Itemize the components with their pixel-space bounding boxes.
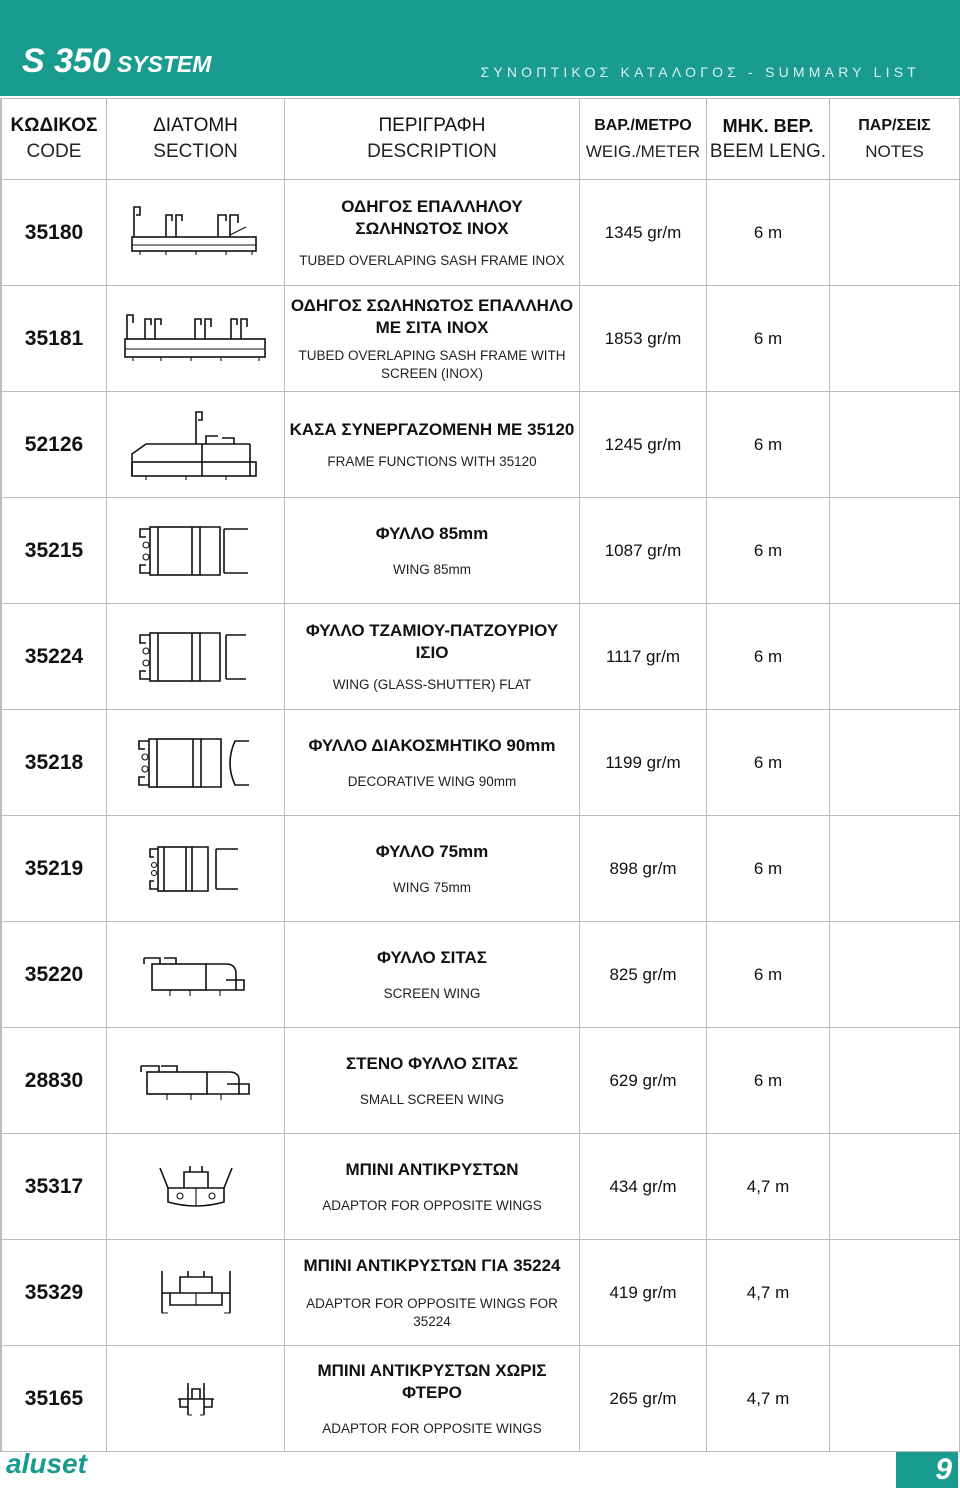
description-english: TUBED OVERLAPING SASH FRAME WITH SCREEN (INOX) — [298, 347, 566, 381]
description-english: WING (GLASS-SHUTTER) FLAT — [332, 676, 532, 692]
notes-cell — [830, 1240, 960, 1346]
weight-cell: 1853 gr/m — [580, 286, 707, 392]
column-weight-gr: ΒΑΡ./ΜΕΤΡΟ — [594, 117, 692, 134]
weight-cell: 419 gr/m — [580, 1240, 707, 1346]
column-code — [2, 99, 107, 180]
column-description-en: DESCRIPTION — [367, 141, 497, 162]
description-greek: ΦΥΛΛΟ 85mm — [375, 523, 489, 543]
column-code-gr: ΚΩΔΙΚΟΣ — [10, 115, 98, 136]
row-code: 35165 — [2, 1346, 107, 1452]
length-cell: 6 m — [707, 180, 830, 286]
description-cell — [285, 1240, 580, 1346]
page-number: 9 — [935, 1453, 952, 1486]
description-cell — [285, 392, 580, 498]
notes-cell — [830, 286, 960, 392]
section-cell — [107, 286, 285, 392]
weight-cell: 434 gr/m — [580, 1134, 707, 1240]
frame-profile-icon — [126, 408, 266, 482]
weight-cell: 1087 gr/m — [580, 498, 707, 604]
table-row — [2, 604, 960, 710]
description-english: FRAME FUNCTIONS WITH 35120 — [327, 453, 537, 469]
length-cell: 4,7 m — [707, 1346, 830, 1452]
row-code: 35224 — [2, 604, 107, 710]
description-cell — [285, 604, 580, 710]
column-notes-gr: ΠΑΡ/ΣΕΙΣ — [858, 117, 931, 134]
wing-profile-icon — [146, 843, 246, 895]
description-cell — [285, 922, 580, 1028]
row-code: 28830 — [2, 1028, 107, 1134]
section-cell — [107, 816, 285, 922]
notes-cell — [830, 1346, 960, 1452]
description-english: WING 85mm — [392, 561, 471, 577]
description-cell — [285, 1028, 580, 1134]
small-adaptor-profile-icon — [174, 1379, 218, 1419]
screen-wing-profile-icon — [137, 1058, 255, 1104]
section-cell — [107, 1346, 285, 1452]
description-english: TUBED OVERLAPING SASH FRAME INOX — [299, 252, 565, 268]
row-code: 35181 — [2, 286, 107, 392]
weight-cell: 898 gr/m — [580, 816, 707, 922]
column-description — [285, 99, 580, 180]
column-description-gr: ΠΕΡΙΓΡΑΦΗ — [378, 115, 486, 136]
description-english: ADAPTOR FOR OPPOSITE WINGS — [322, 1420, 542, 1436]
notes-cell — [830, 498, 960, 604]
screen-wing-profile-icon — [140, 950, 252, 1000]
description-cell — [285, 710, 580, 816]
description-greek: ΦΥΛΛΟ 75mm — [375, 841, 489, 861]
adaptor-profile-icon — [156, 1162, 236, 1212]
wing-profile-icon — [136, 629, 256, 685]
description-greek: ΟΔΗΓΟΣ ΣΩΛΗΝΩΤΟΣ ΕΠΑΛΛΗΛΟ ΜΕ ΣΙΤΑ INOX — [290, 295, 574, 337]
weight-cell: 265 gr/m — [580, 1346, 707, 1452]
notes-cell — [830, 1028, 960, 1134]
description-cell — [285, 816, 580, 922]
weight-cell: 629 gr/m — [580, 1028, 707, 1134]
row-code: 35317 — [2, 1134, 107, 1240]
description-greek: ΦΥΛΛΟ ΔΙΑΚΟΣΜΗΤΙΚΟ 90mm — [308, 735, 556, 755]
table-row — [2, 710, 960, 816]
length-cell: 6 m — [707, 1028, 830, 1134]
section-cell — [107, 1134, 285, 1240]
column-section — [107, 99, 285, 180]
length-cell: 4,7 m — [707, 1240, 830, 1346]
length-cell: 6 m — [707, 816, 830, 922]
length-cell: 6 m — [707, 286, 830, 392]
description-english: ADAPTOR FOR OPPOSITE WINGS FOR 35224 — [306, 1295, 558, 1329]
description-greek: ΟΔΗΓΟΣ ΕΠΑΛΛΗΛΟΥ ΣΩΛΗΝΩΤΟΣ INOX — [341, 196, 523, 238]
table-row — [2, 498, 960, 604]
row-code: 35220 — [2, 922, 107, 1028]
decorative-wing-profile-icon — [135, 735, 257, 791]
notes-cell — [830, 922, 960, 1028]
description-greek: ΣΤΕΝΟ ΦΥΛΛΟ ΣΙΤΑΣ — [345, 1053, 519, 1073]
weight-cell: 825 gr/m — [580, 922, 707, 1028]
description-english: SCREEN WING — [383, 985, 481, 1001]
description-english: ADAPTOR FOR OPPOSITE WINGS — [322, 1197, 542, 1213]
weight-cell: 1345 gr/m — [580, 180, 707, 286]
wing-profile-icon — [136, 523, 256, 579]
table-header-row — [2, 99, 960, 180]
section-cell — [107, 498, 285, 604]
section-cell — [107, 1240, 285, 1346]
section-cell — [107, 392, 285, 498]
frame-screen-profile-icon — [121, 307, 271, 371]
length-cell: 6 m — [707, 392, 830, 498]
column-weight-en: WEIG./METER — [585, 142, 701, 161]
column-length — [707, 99, 830, 180]
length-cell: 6 m — [707, 710, 830, 816]
table-row — [2, 392, 960, 498]
notes-cell — [830, 180, 960, 286]
table-row — [2, 180, 960, 286]
notes-cell — [830, 604, 960, 710]
weight-cell: 1199 gr/m — [580, 710, 707, 816]
brand-name: S 350 — [22, 42, 111, 80]
brand-title — [22, 42, 211, 81]
description-cell — [285, 286, 580, 392]
description-greek: ΚΑΣΑ ΣΥΝΕΡΓΑΖΟΜΕΝΗ ΜΕ 35120 — [289, 419, 575, 439]
weight-cell: 1117 gr/m — [580, 604, 707, 710]
adaptor-profile-icon — [156, 1267, 236, 1319]
weight-cell: 1245 gr/m — [580, 392, 707, 498]
section-cell — [107, 604, 285, 710]
description-cell — [285, 498, 580, 604]
description-cell — [285, 180, 580, 286]
table-row — [2, 1028, 960, 1134]
column-notes-en: NOTES — [865, 142, 924, 161]
table-row — [2, 816, 960, 922]
row-code: 35329 — [2, 1240, 107, 1346]
frame-profile-icon — [126, 201, 266, 265]
summary-title: ΣΥΝΟΠΤΙΚΟΣ ΚΑΤΑΛΟΓΟΣ - SUMMARY LIST — [480, 64, 920, 80]
row-code: 35218 — [2, 710, 107, 816]
length-cell: 6 m — [707, 922, 830, 1028]
column-section-en: SECTION — [153, 141, 238, 162]
description-english: DECORATIVE WING 90mm — [347, 773, 517, 789]
column-section-gr: ΔΙΑΤΟΜΗ — [153, 115, 238, 136]
section-cell — [107, 710, 285, 816]
section-cell — [107, 180, 285, 286]
table-row — [2, 922, 960, 1028]
row-code: 52126 — [2, 392, 107, 498]
column-length-en: BEEM LENG. — [709, 141, 827, 162]
column-notes — [830, 99, 960, 180]
length-cell: 6 m — [707, 498, 830, 604]
row-code: 35219 — [2, 816, 107, 922]
column-weight — [580, 99, 707, 180]
page-number-box — [896, 1452, 958, 1488]
notes-cell — [830, 392, 960, 498]
length-cell: 4,7 m — [707, 1134, 830, 1240]
table-row — [2, 1240, 960, 1346]
notes-cell — [830, 1134, 960, 1240]
description-cell — [285, 1346, 580, 1452]
table-row — [2, 286, 960, 392]
column-length-gr: ΜΗΚ. ΒΕΡ. — [722, 116, 814, 136]
section-cell — [107, 1028, 285, 1134]
description-greek: ΦΥΛΛΟ ΤΖΑΜΙΟΥ-ΠΑΤΖΟΥΡΙΟΥ ΙΣΙΟ — [305, 620, 559, 662]
description-cell — [285, 1134, 580, 1240]
section-cell — [107, 922, 285, 1028]
header-bar — [0, 0, 960, 96]
notes-cell — [830, 816, 960, 922]
column-code-en: CODE — [26, 141, 82, 162]
row-code: 35215 — [2, 498, 107, 604]
table-row — [2, 1134, 960, 1240]
table-row — [2, 1346, 960, 1452]
description-greek: ΜΠΙΝΙ ΑΝΤΙΚΡΥΣΤΩΝ ΓΙΑ 35224 — [303, 1255, 561, 1275]
aluset-logo: aluset — [6, 1448, 87, 1479]
description-greek: ΜΠΙΝΙ ΑΝΤΙΚΡΥΣΤΩΝ — [345, 1159, 519, 1179]
description-english: SMALL SCREEN WING — [359, 1091, 505, 1107]
length-cell: 6 m — [707, 604, 830, 710]
description-english: WING 75mm — [392, 879, 471, 895]
description-greek: ΦΥΛΛΟ ΣΙΤΑΣ — [377, 947, 487, 967]
description-greek: ΜΠΙΝΙ ΑΝΤΙΚΡΥΣΤΩΝ ΧΩΡΙΣ ΦΤΕΡΟ — [317, 1360, 547, 1402]
row-code: 35180 — [2, 180, 107, 286]
brand-system: SYSTEM — [116, 51, 212, 77]
notes-cell — [830, 710, 960, 816]
catalog-table — [0, 98, 959, 1452]
